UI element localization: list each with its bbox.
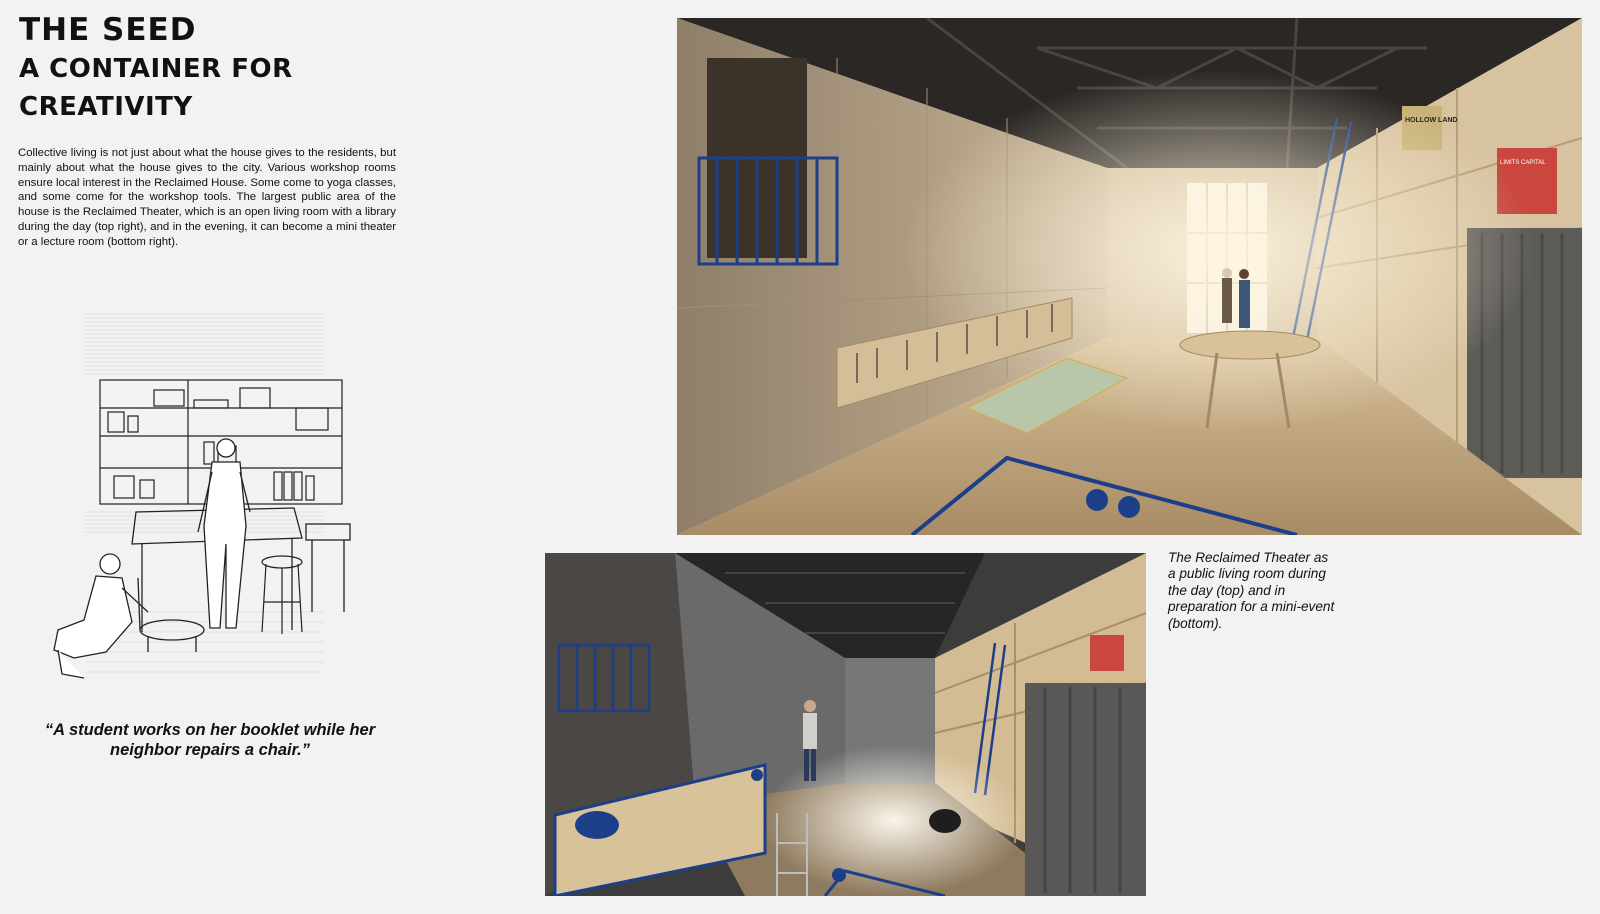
flat-blue-dot bbox=[751, 769, 763, 781]
evening-floor-dot bbox=[832, 868, 846, 882]
vacuum-cleaner bbox=[929, 809, 961, 833]
floor-dot-left bbox=[1086, 489, 1108, 511]
flat-blue-circle bbox=[575, 811, 619, 839]
daylight-glow bbox=[677, 18, 1582, 535]
sketch-neighbor-figure bbox=[54, 554, 148, 678]
render-evening-mini-theater bbox=[545, 553, 1146, 896]
render-daytime-living-room bbox=[677, 18, 1582, 535]
workshop-sketch-illustration bbox=[44, 312, 356, 692]
page-subtitle: A CONTAINER FOR CREATIVITY bbox=[19, 54, 293, 122]
sketch-quote: “A student works on her booklet while her neighbor repairs a chair.” bbox=[44, 721, 376, 759]
sketch-student-figure bbox=[198, 439, 250, 628]
render-caption: The Reclaimed Theater as a public living room during the day (top) and in preparation for a mini-event (bottom). bbox=[1168, 550, 1335, 631]
sketch-chair bbox=[138, 578, 204, 652]
intro-paragraph: Collective living is not just about what the house gives to the residents, but mainly about what the house gives to the city. Various workshop rooms ensure local interest in the Reclaimed House. Some come to yoga classes, and some come for the workshop tools. The largest public area of the house is the Reclaimed Theater, which is an open living room with a library during the day (top right), and in the evening, it can become a mini theater or a lecture room (bottom right). bbox=[18, 147, 396, 248]
round-table bbox=[1180, 331, 1320, 359]
floor-dot-right bbox=[1118, 496, 1140, 518]
page-title: THE SEED bbox=[19, 12, 197, 48]
